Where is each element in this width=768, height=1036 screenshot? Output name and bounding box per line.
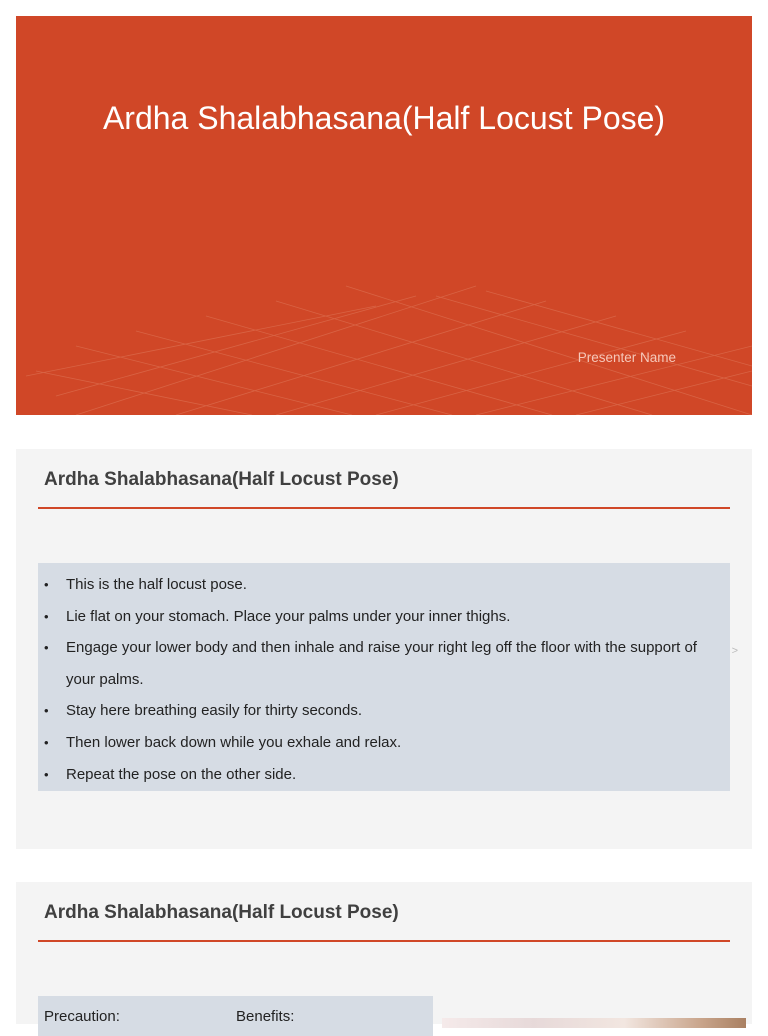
table-header-benefits: Benefits: — [236, 1008, 295, 1025]
pose-photo — [442, 1018, 746, 1028]
slide-heading: Ardha Shalabhasana(Half Locust Pose) — [44, 902, 399, 923]
title-slide-heading: Ardha Shalabhasana(Half Locust Pose) — [102, 100, 666, 136]
precaution-benefits-table — [38, 996, 433, 1036]
presenter-name: Presenter Name — [577, 350, 676, 365]
table-header-precaution: Precaution: — [44, 1008, 120, 1025]
content-slide-table — [16, 882, 752, 1024]
title-slide — [16, 16, 752, 415]
bullet-item: • This is the half locust pose. — [44, 569, 718, 601]
bullet-item: • Repeat the pose on the other side. — [44, 759, 718, 791]
bullet-item: • Lie flat on your stomach. Place your palms under your inner thighs. — [44, 601, 718, 633]
chevron-right-icon: > — [731, 645, 738, 657]
bullet-list-box — [38, 563, 730, 791]
bullet-item: • Engage your lower body and then inhale and raise your right leg off the floor with the support of your palms. — [44, 632, 718, 695]
heading-divider — [38, 507, 730, 509]
bullet-item: • Then lower back down while you exhale and relax. — [44, 727, 718, 759]
bullet-item: • Stay here breathing easily for thirty seconds. — [44, 695, 718, 727]
content-slide-steps — [16, 449, 752, 849]
heading-divider — [38, 940, 730, 942]
slide-heading: Ardha Shalabhasana(Half Locust Pose) — [44, 469, 399, 490]
